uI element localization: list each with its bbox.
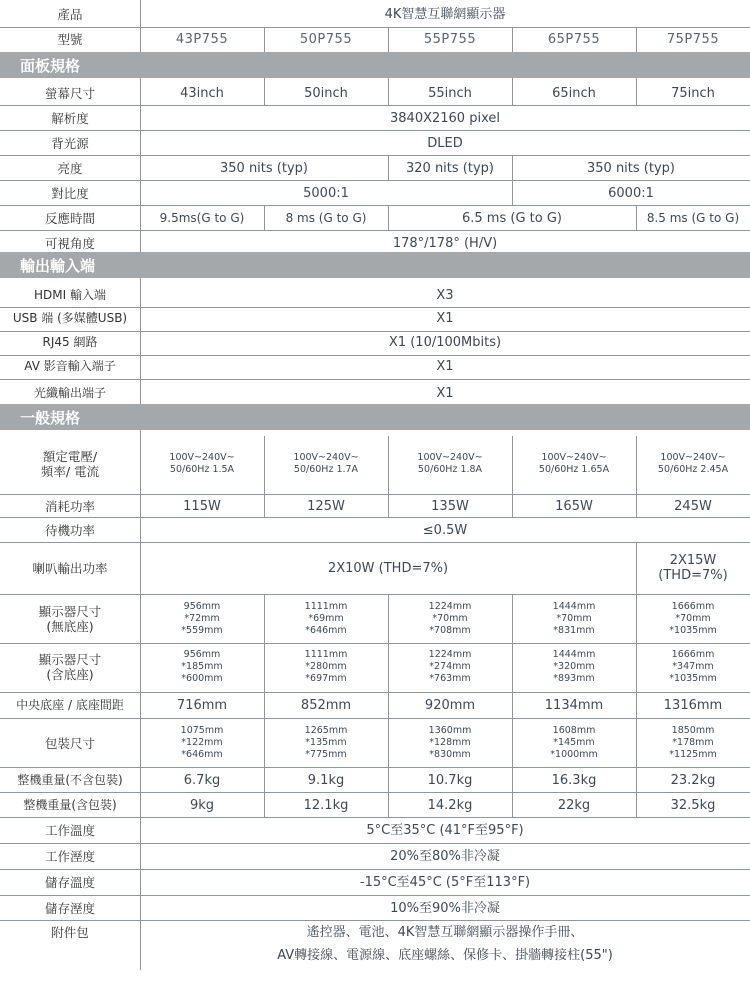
op-temp-value: 5°C至35°C (41°F至95°F) (366, 822, 524, 838)
divider (0, 517, 750, 518)
row-label: 螢幕尺寸 (44, 85, 95, 101)
dim-line: 1111mm (304, 649, 348, 660)
consumption-cell: 165W (555, 498, 593, 514)
dim-line: *600mm (181, 673, 223, 684)
row-label: 整機重量(含包裝) (23, 797, 117, 812)
row-label: 待機功率 (44, 522, 95, 538)
column-divider (388, 436, 389, 518)
column-divider (512, 436, 513, 518)
dim-line: *274mm (429, 661, 471, 672)
divider (0, 494, 750, 495)
dim-line: *122mm (181, 737, 223, 748)
dim-line: 1360mm (428, 725, 472, 736)
dim-line: *72mm (184, 613, 220, 624)
divider (0, 105, 750, 106)
response-cell: 8 ms (G to G) (285, 210, 367, 225)
column-divider (388, 594, 389, 818)
row-label: 背光源 (51, 135, 89, 151)
dim-line: 1666mm (671, 601, 715, 612)
divider (0, 895, 750, 896)
size-label-line: 顯示器尺寸 (38, 604, 102, 619)
divider (0, 869, 750, 870)
column-divider (636, 436, 637, 518)
hdmi-value: X3 (436, 287, 454, 303)
size-label-line: (無底座) (46, 619, 94, 634)
standby-value: ≤0.5W (422, 522, 468, 538)
power-cell (264, 436, 388, 492)
section-panel: 面板規格 (0, 52, 750, 78)
power-line: 50/60Hz 1.7A (293, 464, 359, 475)
divider (0, 792, 750, 793)
column-divider (512, 594, 513, 818)
column-divider (636, 78, 637, 106)
size-label-line: 顯示器尺寸 (38, 652, 102, 667)
package-cell (512, 720, 636, 766)
row-label: 儲存溫度 (44, 874, 95, 890)
consumption-cell: 125W (307, 498, 345, 514)
dim-line: *775mm (305, 749, 347, 760)
divider (0, 230, 750, 231)
column-divider (512, 78, 513, 106)
accessories-line: 遙控器、電池、4K智慧互聯網顯示器操作手冊、 (306, 924, 584, 940)
stand-distance-cell: 716mm (176, 697, 228, 713)
row-label (0, 645, 140, 689)
row-label: 儲存溼度 (44, 900, 95, 916)
screen-size-cell: 65inch (552, 85, 596, 101)
divider (0, 180, 750, 181)
size-nostand-cell (512, 596, 636, 642)
power-line: 100V~240V~ (541, 452, 607, 463)
column-divider (264, 205, 265, 231)
power-line: 50/60Hz 1.8A (417, 464, 483, 475)
screen-size-cell: 43inch (180, 85, 224, 101)
size-nostand-cell (140, 596, 264, 642)
column-divider (512, 28, 513, 52)
row-label: 解析度 (51, 110, 89, 126)
dim-line: *69mm (308, 613, 344, 624)
row-label: 消耗功率 (44, 498, 95, 514)
consumption-cell: 245W (674, 498, 712, 514)
row-label: 可視角度 (44, 235, 95, 251)
response-cell: 9.5ms(G to G) (159, 210, 245, 225)
column-divider (636, 28, 637, 52)
row-label: 亮度 (57, 160, 83, 176)
dim-line: *559mm (181, 625, 223, 636)
column-divider (636, 594, 637, 818)
package-cell (388, 720, 512, 766)
dim-line: *697mm (305, 673, 347, 684)
dim-line: *185mm (181, 661, 223, 672)
screen-size-cell: 50inch (304, 85, 348, 101)
dim-line: *128mm (429, 737, 471, 748)
size-stand-cell (512, 645, 636, 689)
screen-size-cell: 55inch (428, 85, 472, 101)
row-label: 整機重量(不含包裝) (17, 772, 123, 787)
power-line: 50/60Hz 1.65A (538, 464, 610, 475)
column-divider (264, 28, 265, 52)
viewing-value: 178°/178° (H/V) (392, 235, 498, 251)
column-divider (140, 430, 141, 970)
product-name: 4K智慧互聯網顯示器 (384, 6, 506, 22)
section-io: 輸出輸入端 (0, 252, 750, 278)
usb-value: X1 (436, 310, 454, 326)
column-divider (140, 0, 141, 52)
divider (0, 920, 750, 921)
row-label: 光纖輸出端子 (33, 385, 106, 400)
column-divider (512, 155, 513, 206)
power-line: 50/60Hz 1.5A (169, 464, 235, 475)
brightness-cell: 350 nits (typ) (220, 160, 308, 176)
row-label (0, 596, 140, 642)
column-divider (636, 542, 637, 595)
power-line: 50/60Hz 2.45A (657, 464, 729, 475)
dim-line: *1000mm (550, 749, 598, 760)
consumption-cell: 115W (183, 498, 221, 514)
stand-distance-cell: 852mm (300, 697, 352, 713)
contrast-cell: 5000:1 (303, 185, 349, 201)
av-value: X1 (436, 358, 454, 374)
accessories-line: AV轉接線、電源線、底座螺絲、保修卡、掛牆轉接柱(55") (277, 947, 613, 963)
power-cell (140, 436, 264, 492)
speaker-cell: 2X10W (THD=7%) (327, 560, 449, 576)
st-humidity-value: 10%至90%非冷凝 (390, 900, 500, 916)
dim-line: *646mm (305, 625, 347, 636)
row-label: HDMI 輸入端 (34, 287, 106, 302)
optical-value: X1 (436, 385, 454, 401)
dim-line: *830mm (429, 749, 471, 760)
dim-line: *280mm (305, 661, 347, 672)
size-stand-cell (264, 645, 388, 689)
dim-line: 1444mm (552, 601, 596, 612)
row-label: 附件包 (51, 924, 89, 940)
backlight-value: DLED (427, 135, 463, 151)
dim-line: 1444mm (552, 649, 596, 660)
divider (0, 130, 750, 131)
column-divider (636, 205, 637, 231)
dim-line: *70mm (556, 613, 592, 624)
stand-distance-cell: 920mm (424, 697, 476, 713)
divider (0, 767, 750, 768)
power-cell (388, 436, 512, 492)
model-cell: 55P755 (423, 31, 477, 47)
dim-line: *145mm (553, 737, 595, 748)
package-cell (140, 720, 264, 766)
op-humidity-value: 20%至80%非冷凝 (390, 848, 500, 864)
dim-line: 1111mm (304, 601, 348, 612)
gross-weight-cell: 14.2kg (427, 797, 473, 813)
model-cell: 75P755 (666, 31, 720, 47)
row-label: 工作溼度 (44, 848, 95, 864)
row-label: RJ45 網路 (42, 334, 98, 349)
product-label: 產品 (57, 6, 83, 22)
column-divider (388, 78, 389, 106)
divider (0, 205, 750, 206)
dim-line: *70mm (675, 613, 711, 624)
size-label-line: (含底座) (46, 667, 94, 682)
model-cell: 50P755 (299, 31, 353, 47)
column-divider (264, 78, 265, 106)
power-line: 100V~240V~ (169, 452, 235, 463)
net-weight-cell: 23.2kg (670, 772, 716, 788)
stand-distance-cell: 1316mm (663, 697, 723, 713)
dim-line: *70mm (432, 613, 468, 624)
dim-line: *831mm (553, 625, 595, 636)
speaker-line: 2X15W (669, 553, 717, 568)
net-weight-cell: 6.7kg (183, 772, 221, 788)
speaker-cell (636, 544, 750, 592)
row-label: 反應時間 (44, 210, 95, 226)
net-weight-cell: 10.7kg (427, 772, 473, 788)
power-label-line: 頻率/ 電流 (40, 464, 100, 479)
gross-weight-cell: 12.1kg (303, 797, 349, 813)
divider (0, 379, 750, 380)
stand-distance-cell: 1134mm (544, 697, 604, 713)
power-line: 100V~240V~ (660, 452, 726, 463)
dim-line: *135mm (305, 737, 347, 748)
model-cell: 65P755 (547, 31, 601, 47)
net-weight-cell: 9.1kg (307, 772, 345, 788)
dim-line: *320mm (553, 661, 595, 672)
dim-line: 1224mm (428, 649, 472, 660)
dim-line: 956mm (183, 649, 221, 660)
row-label: 包裝尺寸 (44, 735, 95, 751)
power-line: 100V~240V~ (293, 452, 359, 463)
speaker-line: (THD=7%) (658, 568, 728, 583)
dim-line: *178mm (672, 737, 714, 748)
size-nostand-cell (388, 596, 512, 642)
section-general: 一般規格 (0, 404, 750, 430)
dim-line: 1075mm (180, 725, 224, 736)
net-weight-cell: 16.3kg (551, 772, 597, 788)
dim-line: 1666mm (671, 649, 715, 660)
divider (0, 692, 750, 693)
column-divider (388, 205, 389, 231)
gross-weight-cell: 22kg (557, 797, 591, 813)
row-label: 中央底座 / 底座間距 (16, 697, 124, 712)
divider (0, 817, 750, 818)
dim-line: 1224mm (428, 601, 472, 612)
divider (0, 542, 750, 543)
column-divider (264, 436, 265, 518)
model-label: 型號 (57, 31, 83, 47)
model-cell: 43P755 (175, 31, 229, 47)
size-nostand-cell (636, 596, 750, 642)
column-divider (264, 594, 265, 818)
dim-line: *1035mm (669, 625, 717, 636)
contrast-cell: 6000:1 (608, 185, 654, 201)
column-divider (140, 78, 141, 252)
divider (0, 843, 750, 844)
power-line: 100V~240V~ (417, 452, 483, 463)
column-divider (140, 278, 141, 404)
row-label: AV 影音輸入端子 (24, 358, 116, 373)
dim-line: *763mm (429, 673, 471, 684)
size-stand-cell (636, 645, 750, 689)
dim-line: 1850mm (671, 725, 715, 736)
package-cell (264, 720, 388, 766)
rj45-value: X1 (10/100Mbits) (388, 334, 502, 350)
power-label-line: 額定電壓/ (42, 449, 98, 464)
dim-line: 1608mm (552, 725, 596, 736)
size-stand-cell (388, 645, 512, 689)
size-stand-cell (140, 645, 264, 689)
screen-size-cell: 75inch (671, 85, 715, 101)
row-label: 工作溫度 (44, 822, 95, 838)
dim-line: *646mm (181, 749, 223, 760)
dim-line: *1035mm (669, 673, 717, 684)
resolution-value: 3840X2160 pixel (390, 110, 500, 126)
divider (0, 155, 750, 156)
divider (0, 718, 750, 719)
column-divider (388, 28, 389, 52)
size-nostand-cell (264, 596, 388, 642)
gross-weight-cell: 32.5kg (670, 797, 716, 813)
dim-line: *708mm (429, 625, 471, 636)
package-cell (636, 720, 750, 766)
power-cell (636, 436, 750, 492)
divider (0, 594, 750, 595)
dim-line: *1125mm (669, 749, 717, 760)
dim-line: *347mm (672, 661, 714, 672)
row-label: 對比度 (51, 185, 89, 201)
dim-line: *893mm (553, 673, 595, 684)
brightness-cell: 350 nits (typ) (587, 160, 675, 176)
power-cell (512, 436, 636, 492)
consumption-cell: 135W (431, 498, 469, 514)
column-divider (388, 155, 389, 181)
row-label: USB 端 (多媒體USB) (12, 310, 128, 325)
st-temp-value: -15°C至45°C (5°F至113°F) (359, 874, 531, 890)
divider (0, 643, 750, 644)
response-cell: 6.5 ms (G to G) (462, 210, 562, 226)
response-cell: 8.5 ms (G to G) (646, 210, 740, 225)
gross-weight-cell: 9kg (189, 797, 215, 813)
dim-line: 1265mm (304, 725, 348, 736)
brightness-cell: 320 nits (typ) (406, 160, 494, 176)
row-label: 喇叭輸出功率 (32, 560, 108, 576)
dim-line: 956mm (183, 601, 221, 612)
row-label (0, 436, 140, 492)
